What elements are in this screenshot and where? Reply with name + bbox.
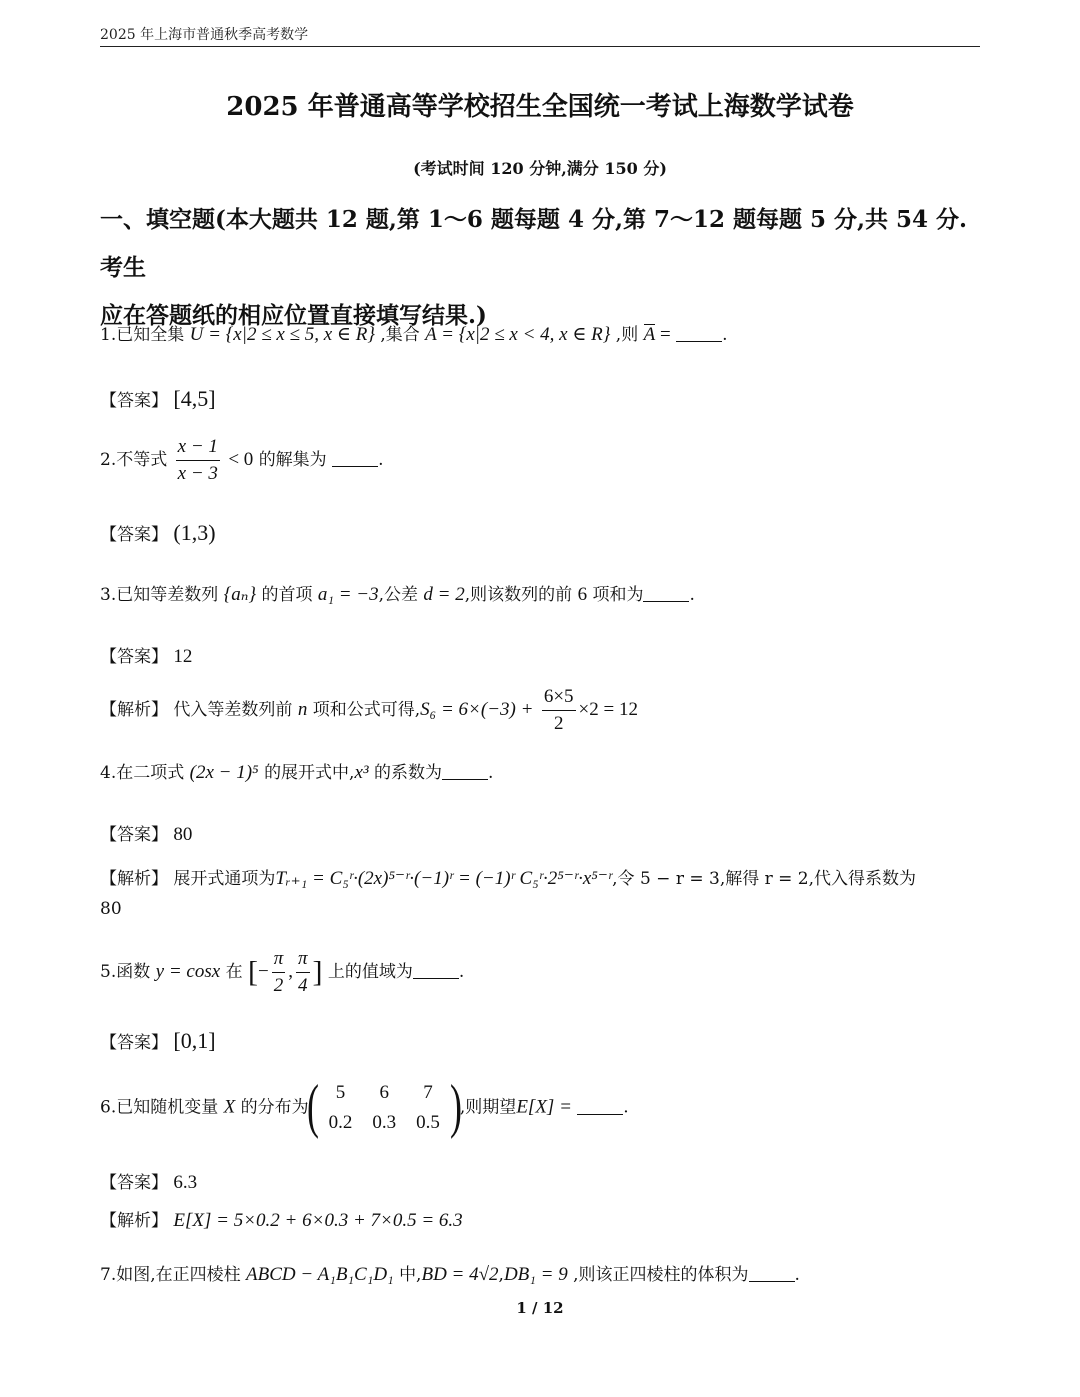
q2-numerator: x − 1 — [176, 434, 220, 461]
matrix-probability: 0.3 — [372, 1112, 397, 1133]
answer-1 — [100, 386, 216, 412]
answer-3 — [100, 642, 192, 668]
explanation-4-result: 80 — [100, 899, 122, 919]
explanation-3 — [100, 684, 638, 737]
q4-mid: 的展开式中, — [264, 763, 355, 783]
q7-mid: 中, — [399, 1265, 422, 1285]
q3-mid1: 的首项 — [261, 585, 313, 605]
q2-prefix: 2.不等式 — [100, 450, 168, 470]
question-5: 5.函数 y = cosx 在 [− $\frac{\pi}{2}$ , $\frac{\pi}{4}$ ] 上的值域为 . — [100, 946, 464, 999]
q5-function: y = cosx — [155, 961, 221, 982]
q6-distribution-matrix: ( 5 6 7 0.2 0.3 0.5 ) — [306, 1073, 462, 1139]
answer-label: 【答案】 — [100, 647, 168, 667]
matrix-value: 6 — [379, 1082, 390, 1103]
q3-suffix: 项和为 — [592, 585, 644, 605]
exam-info: (考试时间 120 分钟,满分 150 分) — [413, 159, 667, 178]
q3-mid2: ,公差 — [378, 585, 419, 605]
q1-suffix: ,则 — [615, 325, 639, 345]
e3-text2: 项和公式可得, — [312, 700, 421, 720]
header-divider — [100, 46, 980, 47]
paper-title: 2025 年普通高等学校招生全国统一考试上海数学试卷 — [226, 92, 854, 122]
q6-mid: 的分布为 — [240, 1097, 309, 1118]
answer-value: 12 — [173, 646, 193, 667]
answer-label: 【答案】 — [100, 391, 168, 411]
q1-complement-A: A — [643, 324, 656, 345]
q1-prefix: 1.已知全集 — [100, 325, 185, 345]
q2-denominator: x − 3 — [177, 463, 218, 484]
answer-value: 6.3 — [173, 1172, 198, 1193]
answer-label: 【答案】 — [100, 525, 168, 545]
answer-value: [0,1] — [173, 1028, 216, 1053]
matrix-probability: 0.2 — [328, 1112, 353, 1133]
q1-mid: ,集合 — [380, 325, 420, 345]
q4-term: x³ — [354, 762, 369, 783]
q6-prefix: 6.已知随机变量 — [100, 1097, 219, 1118]
q5-right-bracket: ] — [312, 955, 323, 989]
section-heading-line2: 应在答题纸的相应位置直接填写结果.) — [100, 302, 487, 329]
q3-first-term: a₁ = −3 — [317, 584, 379, 605]
answer-value: 80 — [173, 824, 193, 845]
question-2: 2.不等式 $\frac{x - 1}{x - 3}$ < 0 的解集为 . — [100, 434, 384, 487]
e3-numerator: 6×5 — [542, 684, 576, 711]
q3-mid3: ,则该数列的前 — [464, 585, 573, 605]
q5-lower-bound — [272, 946, 286, 999]
q2-answer-blank — [332, 450, 378, 467]
q5-suffix: 上的值域为 — [327, 962, 413, 982]
q1-set-U: U = {x|2 ≤ x ≤ 5, x ∈ R} — [189, 324, 375, 345]
explanation-6 — [100, 1208, 463, 1234]
q5-answer-blank — [413, 962, 459, 979]
q5-upper-bound — [296, 946, 310, 999]
answer-label: 【答案】 — [100, 825, 168, 845]
q6-mid2: ,则期望 — [459, 1097, 517, 1118]
answer-5 — [100, 1028, 216, 1054]
q5-upper-den: 4 — [297, 975, 308, 996]
e3-denominator: 2 — [553, 713, 564, 734]
q5-left-bracket: [ — [247, 955, 258, 989]
q1-answer-blank — [676, 325, 722, 342]
section-heading — [100, 196, 980, 340]
q4-prefix: 4.在二项式 — [100, 763, 185, 783]
answer-4 — [100, 820, 192, 846]
question-1: 1.已知全集 U = {x|2 ≤ x ≤ 5, x ∈ R} ,集合 A = {x|2 ≤ x < 4, x ∈ R} ,则 A = . — [100, 324, 728, 345]
matrix-value: 7 — [423, 1082, 433, 1103]
e6-expression: E[X] = 5×0.2 + 6×0.3 + 7×0.5 = 6.3 — [173, 1210, 463, 1231]
question-6: 6.已知随机变量 X 的分布为 ( 5 6 7 0.2 0.3 0.5 ) ,则期望E[X] = . — [100, 1073, 629, 1139]
q4-answer-blank — [442, 763, 488, 780]
question-3: 3.已知等差数列 {aₙ} 的首项 a₁ = −3,公差 d = 2,则该数列的前 6 项和为 . — [100, 584, 695, 605]
e3-n: n — [297, 699, 308, 720]
e4-general-term: Tᵣ₊₁ = C₅ʳ·(2x)⁵⁻ʳ·(−1)ʳ = (−1)ʳ C₅ʳ·2⁵⁻ʳ·x⁵⁻ʳ — [275, 868, 613, 889]
matrix-probability: 0.5 — [416, 1112, 440, 1133]
q3-answer-blank — [643, 585, 689, 602]
q7-bd: BD = 4√2 — [421, 1264, 499, 1285]
answer-value: (1,3) — [173, 520, 216, 545]
explanation-label: 【解析】 — [100, 1211, 168, 1231]
q1-equals: = — [655, 324, 671, 345]
section-heading-line1: 一、填空题(本大题共 12 题,第 1～6 题每题 4 分,第 7～12 题每题 5 分,共 54 分.考生 — [100, 206, 968, 281]
q2-fraction — [176, 434, 220, 487]
q5-lower-num: π — [272, 946, 286, 973]
e3-text: 代入等差数列前 — [173, 700, 293, 720]
q6-expectation: E[X] = — [516, 1096, 572, 1118]
q2-relation: < 0 — [228, 449, 254, 470]
answer-label: 【答案】 — [100, 1173, 168, 1193]
answer-6 — [100, 1168, 197, 1194]
question-7: 7.如图,在正四棱柱 ABCD − A₁B₁C₁D₁ 中,BD = 4√2,DB₁ = 9 ,则该正四棱柱的体积为 . — [100, 1264, 800, 1285]
q3-prefix: 3.已知等差数列 — [100, 585, 219, 605]
q3-n: 6 — [577, 584, 588, 605]
q4-binomial: (2x − 1)⁵ — [189, 762, 259, 783]
q7-prefix: 7.如图,在正四棱柱 — [100, 1265, 241, 1285]
q3-common-difference: d = 2 — [423, 584, 465, 605]
q4-suffix: 的系数为 — [374, 763, 443, 783]
e3-expression-tail: ×2 = 12 — [578, 699, 638, 720]
q1-set-A: A = {x|2 ≤ x < 4, x ∈ R} — [425, 324, 611, 345]
q6-variable: X — [223, 1096, 236, 1118]
answer-label: 【答案】 — [100, 1033, 168, 1053]
page-number: 1 / 12 — [516, 1299, 564, 1317]
matrix-value: 5 — [335, 1082, 346, 1103]
q5-lower-den: 2 — [273, 975, 284, 996]
q6-answer-blank — [577, 1098, 623, 1115]
q7-separator: , — [498, 1265, 504, 1285]
q5-mid: 在 — [225, 962, 243, 982]
q7-prism: ABCD − A₁B₁C₁D₁ — [246, 1264, 394, 1285]
explanation-label: 【解析】 — [100, 869, 168, 889]
explanation-label: 【解析】 — [100, 700, 168, 720]
q7-db1: DB₁ = 9 — [503, 1264, 568, 1285]
q2-suffix: 的解集为 — [258, 450, 327, 470]
e3-fraction — [542, 684, 576, 737]
answer-value: [4,5] — [173, 386, 216, 411]
e4-tail: ,令 5 − r = 3,解得 r = 2,代入得系数为 — [612, 869, 917, 889]
explanation-4 — [100, 866, 916, 892]
e4-text: 展开式通项为 — [173, 869, 276, 889]
running-header: 2025 年上海市普通秋季高考数学 — [100, 27, 309, 43]
q3-sequence: {aₙ} — [223, 584, 257, 605]
q7-answer-blank — [749, 1265, 795, 1282]
q5-upper-num: π — [296, 946, 310, 973]
q5-prefix: 5.函数 — [100, 962, 151, 982]
question-4: 4.在二项式 (2x − 1)⁵ 的展开式中,x³ 的系数为 . — [100, 762, 494, 783]
q7-suffix: ,则该正四棱柱的体积为 — [573, 1265, 749, 1285]
answer-2 — [100, 520, 216, 546]
e3-expression: S₆ = 6×(−3) + — [420, 699, 534, 720]
